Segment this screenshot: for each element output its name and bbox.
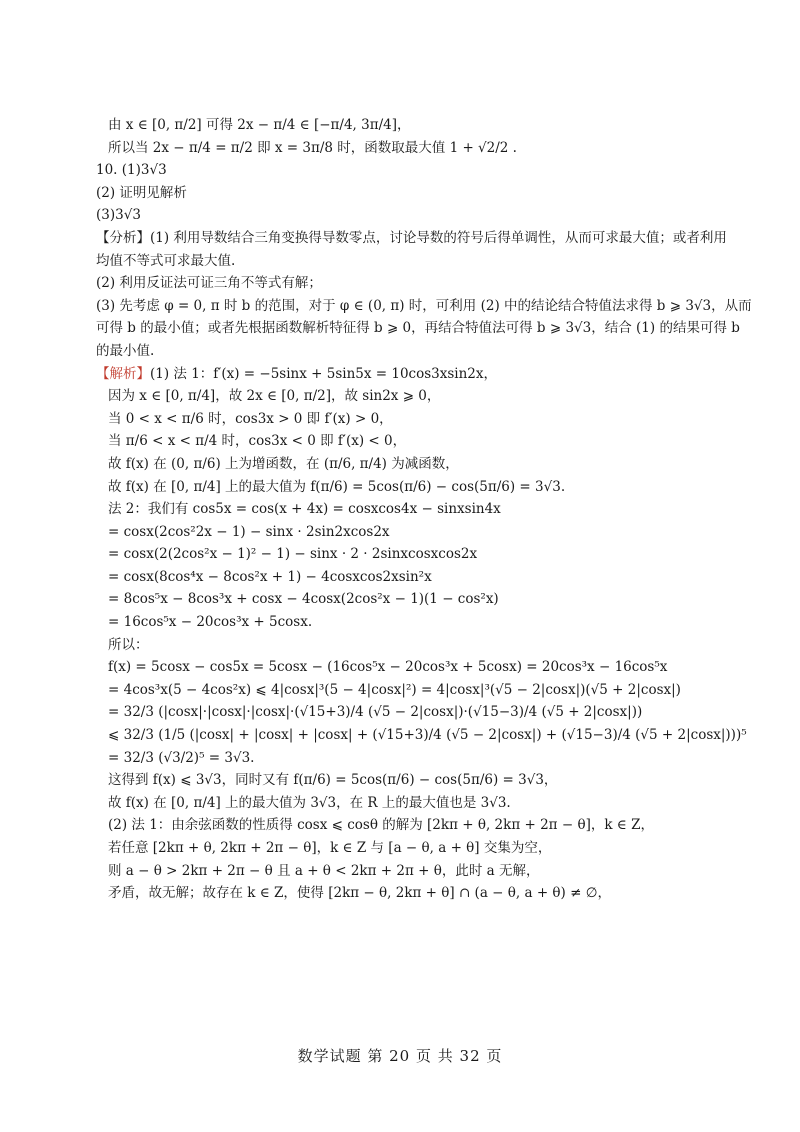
text-line: 若任意 [2kπ + θ, 2kπ + 2π − θ]，k ∈ Z 与 [a − θ, a + θ] 交集为空，	[108, 840, 552, 856]
text-line: ⩽ 32/3 (1/5 (|cosx| + |cosx| + |cosx| + (√15+3)/4 (√5 − 2|cosx|) + (√15−3)/4 (√5 + 2|cosx|)))⁵	[108, 727, 747, 744]
text-line: 由 x ∈ [0, π/2] 可得 2x − π/4 ∈ [−π/4, 3π/4]，	[108, 117, 411, 133]
text-line: 当 π/6 < x < π/4 时，cos3x < 0 即 f′(x) < 0，	[108, 433, 407, 450]
text-line: (3) 先考虑 φ = 0, π 时 b 的范围，对于 φ ∈ (0, π) 时，可利用 (2) 中的结论结合特值法求得 b ⩾ 3√3，从而	[96, 297, 752, 314]
text-line	[96, 363, 740, 386]
text-line: = cosx(8cos⁴x − 8cos²x + 1) − 4cosxcos2xsin²x	[108, 568, 432, 585]
text-line: 所以当 2x − π/4 = π/2 即 x = 3π/8 时，函数取最大值 1 + √2/2 .	[108, 139, 517, 156]
text-line: (2) 法 1：由余弦函数的性质得 cosx ⩽ cosθ 的解为 [2kπ + θ, 2kπ + 2π − θ]，k ∈ Z，	[108, 817, 654, 834]
text-line: (2) 证明见解析	[96, 184, 187, 201]
text-line: 法 2：我们有 cos5x = cos(x + 4x) = cosxcos4x − sinxsin4x	[108, 501, 501, 518]
text-line: 【分析】(1) 利用导数结合三角变换得导数零点，讨论导数的符号后得单调性，从而可求最大值；或者利用	[96, 229, 727, 246]
text-line: = cosx(2(2cos²x − 1)² − 1) − sinx · 2 · 2sinxcosxcos2x	[108, 546, 478, 563]
text-line: 则 a − θ > 2kπ + 2π − θ 且 a + θ < 2kπ + 2π + θ，此时 a 无解，	[108, 862, 540, 879]
text-line: = cosx(2cos²2x − 1) − sinx · 2sin2xcos2x	[108, 523, 390, 540]
text-line: = 32/3 (√3/2)⁵ = 3√3.	[108, 749, 255, 766]
line-text: (1) 法 1：f′(x) = −5sinx + 5sin5x = 10cos3xsin2x，	[150, 365, 498, 382]
text-line: (2) 利用反证法可证三角不等式有解；	[96, 275, 322, 292]
text-line: 所以：	[108, 636, 149, 653]
text-line: 矛盾，故无解；故存在 k ∈ Z，使得 [2kπ − θ, 2kπ + θ] ∩ (a − θ, a + θ) ≠ ∅，	[108, 885, 611, 902]
text-line: = 4cos³x(5 − 4cos²x) ⩽ 4|cosx|³(5 − 4|cosx|²) = 4|cosx|³(√5 − 2|cosx|)(√5 + 2|cosx|)	[108, 681, 681, 698]
text-line: 故 f(x) 在 (0, π/6) 上为增函数，在 (π/6, π/4) 为减函数，	[108, 455, 459, 472]
text-line: 可得 b 的最小值；或者先根据函数解析特征得 b ⩾ 0，再结合特值法可得 b ⩾ 3√3，结合 (1) 的结果可得 b	[96, 320, 740, 337]
text-line: = 32/3 (|cosx|·|cosx|·|cosx|·(√15+3)/4 (√5 − 2|cosx|)·(√15−3)/4 (√5 + 2|cosx|))	[108, 704, 643, 721]
text-line: 故 f(x) 在 [0, π/4] 上的最大值为 f(π/6) = 5cos(π/6) − cos(5π/6) = 3√3.	[108, 478, 566, 495]
text-line: 当 0 < x < π/6 时，cos3x > 0 即 f′(x) > 0，	[108, 410, 393, 427]
text-line: = 16cos⁵x − 20cos³x + 5cosx.	[108, 614, 313, 631]
text-line: = 8cos⁵x − 8cos³x + cosx − 4cosx(2cos²x − 1)(1 − cos²x)	[108, 591, 499, 608]
text-line: 因为 x ∈ [0, π/4]，故 2x ∈ [0, π/2]，故 sin2x ⩾ 0，	[108, 388, 441, 405]
jiexi-tag: 【解析】	[96, 365, 150, 382]
text-line: f(x) = 5cosx − cos5x = 5cosx − (16cos⁵x − 20cos³x + 5cosx) = 20cos³x − 16cos⁵x	[108, 659, 668, 676]
text-line: 均值不等式可求最大值.	[96, 252, 236, 269]
solution-body	[96, 114, 752, 905]
page-footer: 数学试题 第 20 页 共 32 页	[297, 1047, 503, 1065]
text-line: 这得到 f(x) ⩽ 3√3，同时又有 f(π/6) = 5cos(π/6) − cos(5π/6) = 3√3，	[108, 772, 558, 789]
text-line: 10. (1)3√3	[96, 162, 167, 179]
text-line: 的最小值.	[96, 342, 155, 359]
text-line: (3)3√3	[96, 207, 141, 224]
text-line: 故 f(x) 在 [0, π/4] 上的最大值为 3√3，在 R 上的最大值也是 3√3.	[108, 794, 511, 811]
